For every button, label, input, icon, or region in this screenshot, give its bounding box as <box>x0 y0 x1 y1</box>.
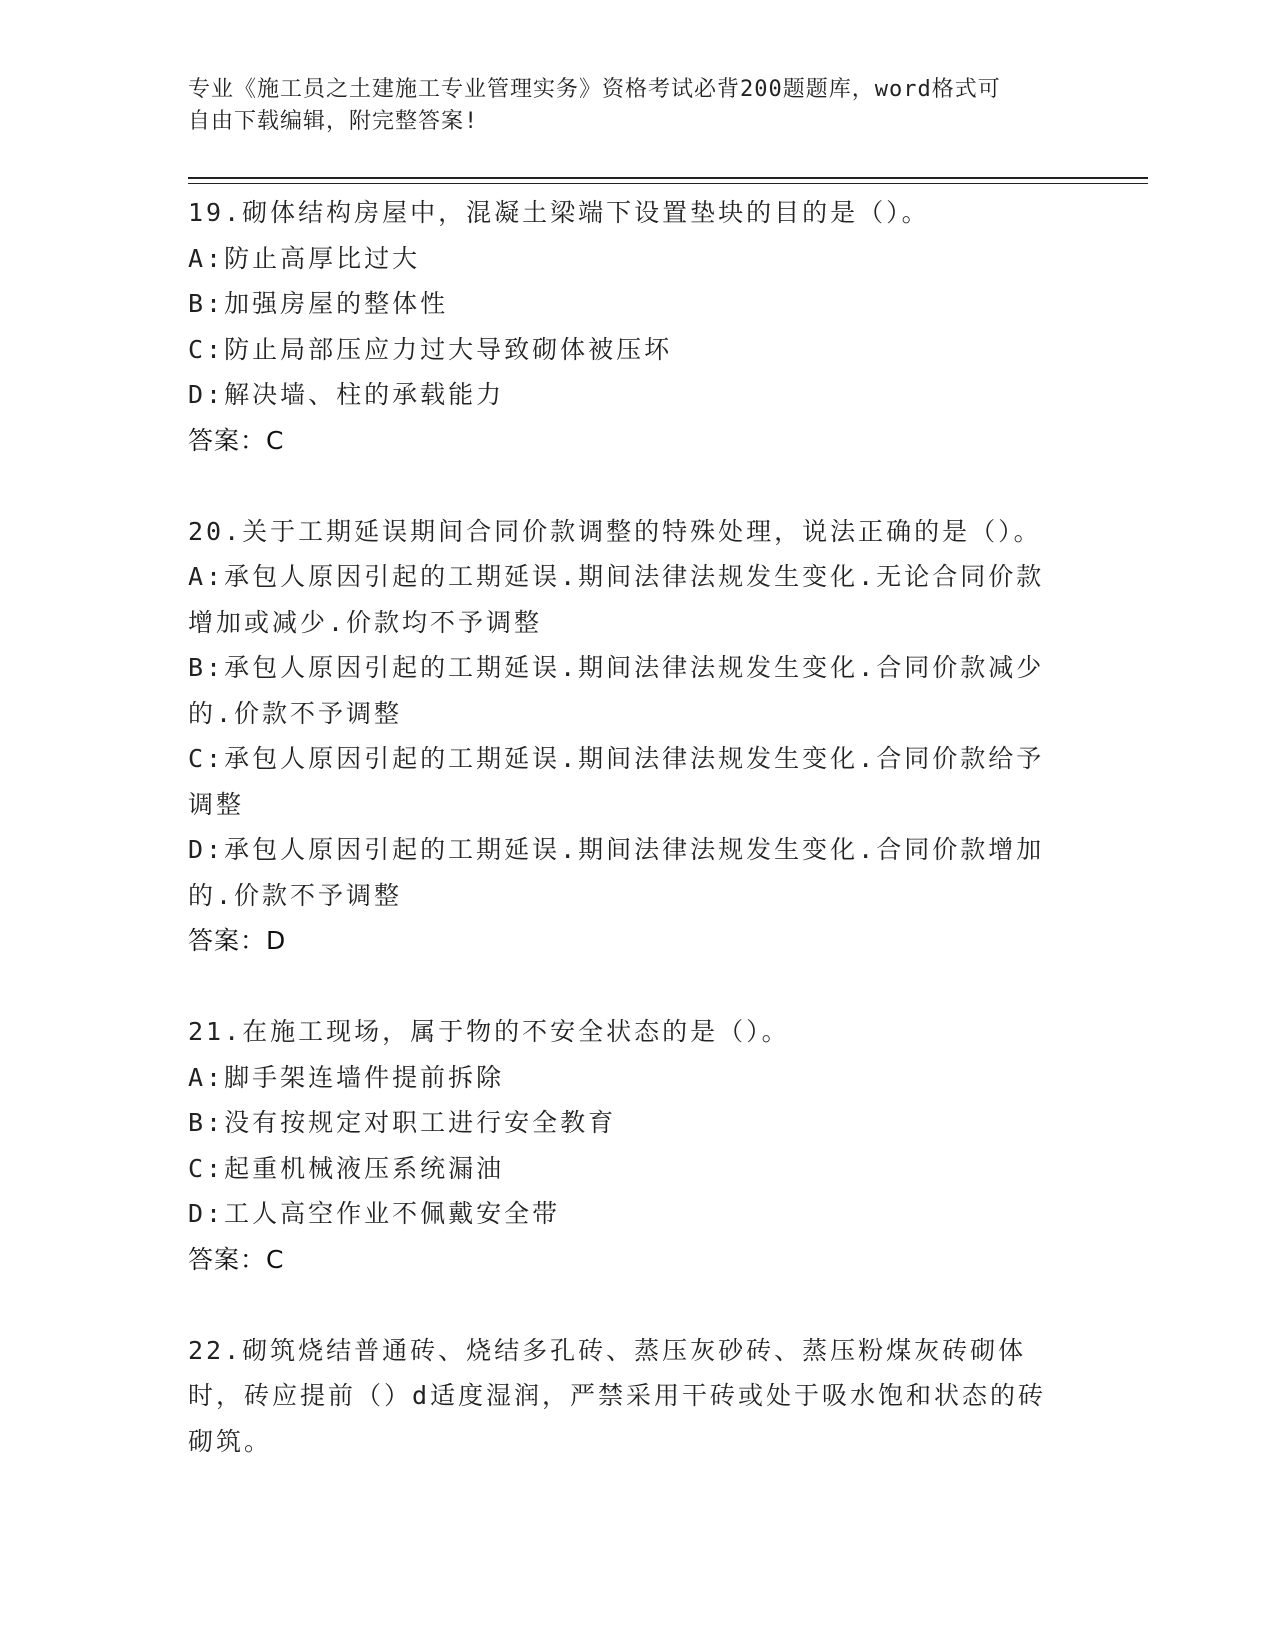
question-list <box>188 190 1088 1464</box>
option-d: D:工人高空作业不佩戴安全带 <box>188 1199 561 1228</box>
answer: 答案：D <box>188 926 287 955</box>
question-21 <box>188 1009 1088 1282</box>
answer: 答案：C <box>188 1244 285 1274</box>
question-stem: 21.在施工现场，属于物的不安全状态的是（）。 <box>188 1017 790 1046</box>
option-c: C:承包人原因引起的工期延误.期间法律法规发生变化.合同价款给予调整 <box>188 744 1045 819</box>
header-divider-thick <box>188 177 1148 179</box>
option-c: C:防止局部压应力过大导致砌体被压坏 <box>188 334 673 364</box>
question-20 <box>188 509 1088 964</box>
header-line-1: 专业《施工员之土建施工专业管理实务》资格考试必背200题题库，word格式可 <box>188 77 1001 102</box>
question-19 <box>188 190 1088 463</box>
question-22 <box>188 1328 1088 1465</box>
option-d: D:解决墙、柱的承载能力 <box>188 380 505 409</box>
option-b: B:没有按规定对职工进行安全教育 <box>188 1108 617 1137</box>
option-c: C:起重机械液压系统漏油 <box>188 1153 505 1183</box>
option-a: A:脚手架连墙件提前拆除 <box>188 1062 505 1092</box>
question-stem: 19.砌体结构房屋中，混凝土梁端下设置垫块的目的是（）。 <box>188 198 930 227</box>
answer: 答案：C <box>188 425 285 455</box>
document-header <box>188 74 1068 138</box>
option-b: B:加强房屋的整体性 <box>188 289 449 318</box>
question-stem: 20.关于工期延误期间合同价款调整的特殊处理，说法正确的是（）。 <box>188 516 1042 546</box>
question-stem: 22.砌筑烧结普通砖、烧结多孔砖、蒸压灰砂砖、蒸压粉煤灰砖砌体时，砖应提前（）d适度湿润，严禁采用干砖或处于吸水饱和状态的砖砌筑。 <box>188 1335 1047 1456</box>
header-divider-thin <box>188 183 1148 184</box>
header-line-2: 自由下载编辑，附完整答案! <box>188 109 479 134</box>
option-b: B:承包人原因引起的工期延误.期间法律法规发生变化.合同价款减少的.价款不予调整 <box>188 653 1045 728</box>
option-a: A:承包人原因引起的工期延误.期间法律法规发生变化.无论合同价款增加或减少.价款均不予调整 <box>188 562 1045 637</box>
option-d: D:承包人原因引起的工期延误.期间法律法规发生变化.合同价款增加的.价款不予调整 <box>188 835 1045 910</box>
option-a: A:防止高厚比过大 <box>188 243 421 273</box>
